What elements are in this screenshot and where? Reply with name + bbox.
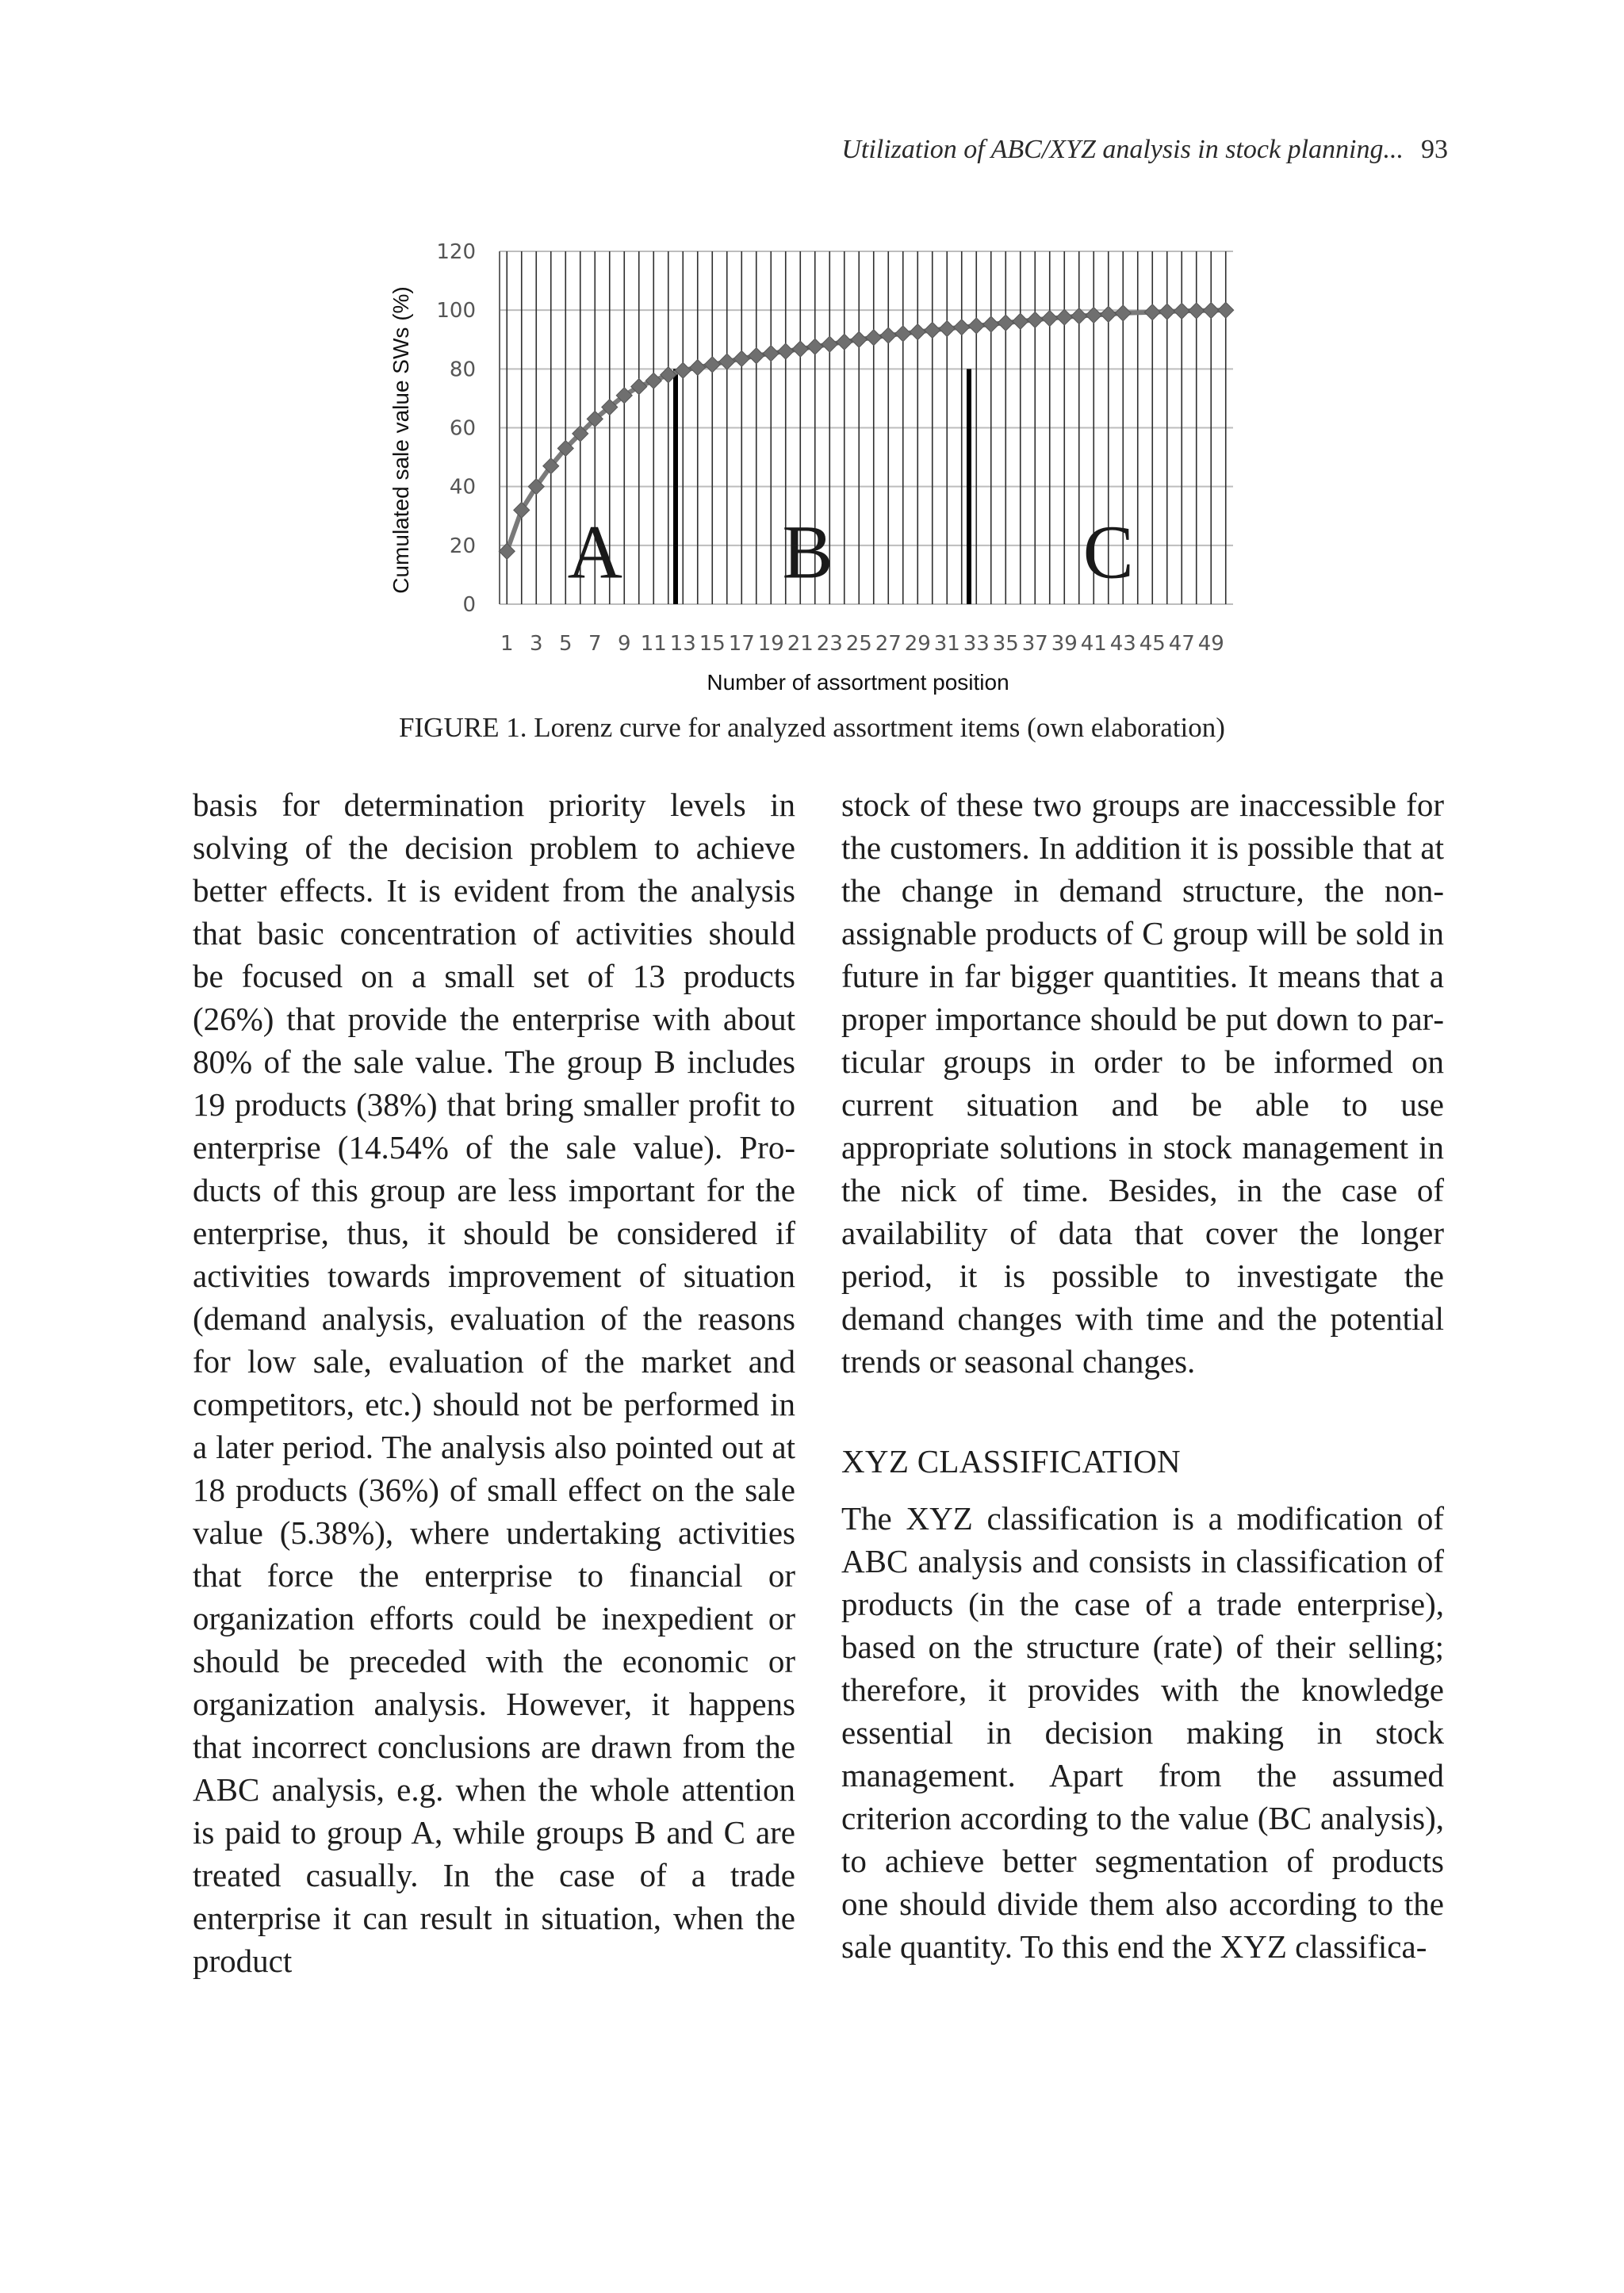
data-point — [851, 331, 867, 347]
x-tick-label: 21 — [787, 632, 814, 656]
y-tick-label: 80 — [449, 358, 476, 382]
x-tick-label: 29 — [904, 632, 931, 656]
data-point — [1013, 313, 1028, 329]
y-tick-label: 40 — [449, 475, 476, 500]
section-heading: XYZ CLASSIFICATION — [841, 1443, 1181, 1480]
running-head — [841, 135, 1448, 165]
data-point — [895, 326, 911, 342]
data-point — [1159, 304, 1175, 320]
x-tick-label: 49 — [1197, 632, 1224, 656]
y-axis-title: Cumulated sale value SWs (%) — [389, 286, 413, 594]
x-tick-label: 43 — [1109, 632, 1136, 656]
data-point — [778, 343, 794, 359]
x-tick-label: 39 — [1051, 632, 1078, 656]
data-point — [1189, 303, 1205, 319]
data-point — [749, 348, 764, 364]
left-column — [193, 783, 795, 1982]
data-point — [925, 322, 940, 338]
data-point — [763, 346, 779, 362]
x-tick-label: 33 — [963, 632, 990, 656]
data-point — [910, 324, 925, 340]
x-tick-label: 13 — [669, 632, 696, 656]
body-paragraph: The XYZ classification is a modification of ABC analysis and consists in classification of products (in the case of a trade enterprise), based on the structure (rate) of their selling; therefore, it provides with the knowledge essential in decision making in stock management. Apart from the assumed criterion according to the value (BC analysis), to achieve better segmentation of products one should divide them also according to the sale quantity. To this end the XYZ classifica- — [841, 1500, 1444, 1965]
x-tick-label: 23 — [816, 632, 843, 656]
data-point — [1027, 312, 1043, 327]
x-tick-label: 37 — [1021, 632, 1048, 656]
right-column — [841, 783, 1444, 1968]
data-point — [837, 334, 852, 350]
data-point — [983, 316, 999, 332]
y-tick-label: 0 — [462, 593, 476, 617]
x-axis-title: Number of assortment position — [707, 670, 1009, 695]
x-tick-label: 45 — [1139, 632, 1166, 656]
data-point — [968, 318, 984, 334]
y-tick-labels — [436, 240, 476, 617]
data-point — [1042, 311, 1058, 327]
data-point — [939, 321, 955, 337]
data-point — [1101, 306, 1116, 322]
data-point — [645, 373, 661, 389]
data-point — [954, 320, 970, 335]
data-point — [822, 336, 837, 352]
x-tick-label: 17 — [728, 632, 755, 656]
data-point — [1203, 303, 1219, 319]
x-tick-label: 35 — [992, 632, 1019, 656]
x-tick-label: 31 — [933, 632, 960, 656]
running-title: Utilization of ABC/XYZ analysis in stock planning... — [841, 135, 1404, 164]
data-point — [704, 357, 720, 373]
x-tick-label: 25 — [845, 632, 872, 656]
x-tick-label: 41 — [1080, 632, 1107, 656]
region-label: B — [782, 509, 833, 595]
data-point — [1218, 302, 1234, 318]
body-paragraph: basis for determination priority levels in solving of the decision problem to achieve better effects. It is evident from the analysis that basic concentration of activities should be focused on a small set of 13 products (26%) that provide the enterprise with about 80% of the sale value. The group B includes 19 products (38%) that bring smaller profit to enterprise (14.54% of the sale value). Products of this group are less important for the enterprise, thus, it should be considered if activities towards improvement of situation (demand analysis, evaluation of the reasons for low sale, evaluation of the market and competitors, etc.) should not be performed in a later period. The analysis also pointed out at 18 products (36%) of small effect on the sale value (5.38%), where undertaking activities that force the enterprise to financial or organization efforts could be inexpedient or should be preceded with the economic or organization analysis. However, it happens that incorrect conclusions are drawn from the ABC analysis, e.g. when the whole attention is paid to group A, while groups B and C are treated casually. In the case of a trade enterprise it can result in situation, when the product — [193, 787, 795, 1979]
y-tick-label: 120 — [436, 240, 476, 264]
x-tick-label: 5 — [558, 632, 573, 656]
data-point — [719, 354, 735, 369]
data-point — [1056, 309, 1072, 325]
lorenz-chart — [373, 222, 1277, 714]
x-tick-label: 3 — [529, 632, 543, 656]
x-tick-label: 19 — [757, 632, 784, 656]
x-tick-label: 7 — [588, 632, 602, 656]
data-point — [807, 339, 823, 354]
region-label: C — [1082, 509, 1134, 595]
x-tick-label: 15 — [699, 632, 726, 656]
data-point — [733, 350, 749, 366]
x-tick-labels — [500, 632, 1224, 656]
data-point — [690, 359, 706, 375]
y-tick-label: 20 — [449, 534, 476, 558]
data-point — [1174, 303, 1189, 319]
region-label: A — [567, 509, 622, 595]
x-tick-label: 1 — [500, 632, 514, 656]
body-paragraph: stock of these two groups are inaccessible for the customers. In addition it is possible that at the change in demand structure, the non-assignable products of C group will be sold in future in far bigger quantities. It means that a proper importance should be put down to particular groups in order to be informed on current situation and be able to use appropriate solutions in stock management in the nick of time. Besides, in the case of availability of data that cover the longer period, it is possible to investigate the demand changes with time and the potential trends or seasonal changes. — [841, 787, 1444, 1380]
data-point — [998, 315, 1013, 331]
data-point — [1115, 305, 1131, 321]
data-point — [792, 341, 808, 357]
region-labels — [568, 510, 1134, 595]
x-tick-label: 11 — [640, 632, 667, 656]
page-number: 93 — [1421, 135, 1448, 164]
data-point — [880, 327, 896, 343]
y-tick-label: 100 — [436, 299, 476, 323]
x-tick-label: 9 — [617, 632, 631, 656]
x-tick-label: 27 — [875, 632, 902, 656]
y-tick-label: 60 — [449, 416, 476, 441]
data-point — [866, 330, 882, 346]
data-point — [1144, 304, 1160, 320]
x-tick-label: 47 — [1168, 632, 1195, 656]
figure-caption: FIGURE 1. Lorenz curve for analyzed assortment items (own elaboration) — [399, 712, 1225, 743]
